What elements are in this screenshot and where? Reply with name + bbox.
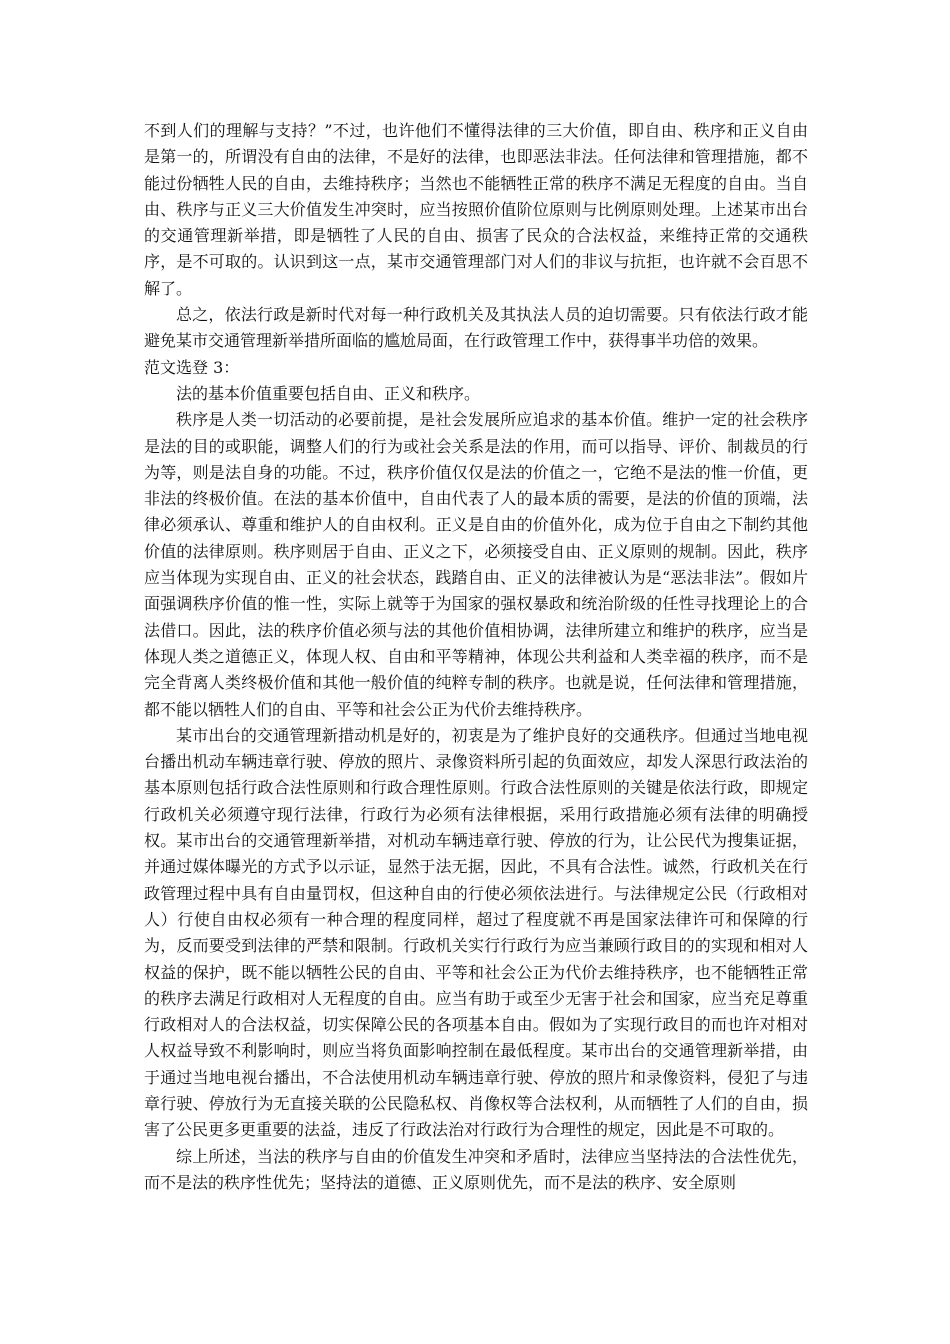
paragraph-conclusion: 总之，依法行政是新时代对每一种行政机关及其执法人员的迫切需要。只有依法行政才能避免某市交通管理新举措所面临的尴尬局面，在行政管理工作中，获得事半功倍的效果。 (144, 305, 808, 351)
paragraph-basic-values: 法的基本价值重要包括自由、正义和秩序。 (176, 383, 481, 403)
paragraph-summary: 综上所述，当法的秩序与自由的价值发生冲突和矛盾时，法律应当坚持法的合法性优先，而不是法的秩序性优先；坚持法的道德、正义原则优先，而不是法的秩序、安全原则 (144, 1146, 808, 1192)
section-heading-sample-3: 范文选登 3： (144, 357, 240, 377)
document-body (144, 118, 808, 1196)
paragraph-traffic-measures: 某市出台的交通管理新措动机是好的，初衷是为了维护良好的交通秩序。但通过当地电视台播出机动车辆违章行驶、停放的照片、录像资料所引起的负面效应，却发人深思行政法治的基本原则包括行政合法性原则和行政合理性原则。行政合法性原则的关键是依法行政，即规定行政机关必须遵守现行法律，行政行为必须有法律根据，采用行政措施必须有法律的明确授权。某市出台的交通管理新举措，对机动车辆违章行驶、停放的行为，让公民代为搜集证据，并通过媒体曝光的方式予以示证，显然于法无据，因此，不具有合法性。诚然，行政机关在行政管理过程中具有自由量罚权，但这种自由的行使必须依法进行。与法律规定公民（行政相对人）行使自由权必须有一种合理的程度同样，超过了程度就不再是国家法律许可和保障的行为，反而要受到法律的严禁和限制。行政机关实行行政行为应当兼顾行政目的的实现和相对人权益的保护，既不能以牺牲公民的自由、平等和社会公正为代价去维持秩序，也不能牺牲正常的秩序去满足行政相对人无程度的自由。应当有助于或至少无害于社会和国家，应当充足尊重行政相对人的合法权益，切实保障公民的各项基本自由。假如为了实现行政目的而也许对相对人权益导致不利影响时，则应当将负面影响控制在最低程度。某市出台的交通管理新举措，由于通过当地电视台播出，不合法使用机动车辆违章行驶、停放的照片和录像资料，侵犯了与违章行驶、停放行为无直接关联的公民隐私权、肖像权等合法权利，从而牺牲了人们的自由，损害了公民更多更重要的法益，违反了行政法治对行政行为合理性的规定，因此是不可取的。 (144, 725, 808, 1140)
paragraph-order-value: 秩序是人类一切活动的必要前提，是社会发展所应追求的基本价值。维护一定的社会秩序是法的目的或职能，调整人们的行为或社会关系是法的作用，而可以指导、评价、制裁员的行为等，则是法自身的功能。不过，秩序价值仅仅是法的价值之一，它绝不是法的惟一价值，更非法的终极价值。在法的基本价值中，自由代表了人的最本质的需要，是法的价值的顶端，法律必须承认、尊重和维护人的自由权利。正义是自由的价值外化，成为位于自由之下制约其他价值的法律原则。秩序则居于自由、正义之下，必须接受自由、正义原则的规制。因此，秩序应当体现为实现自由、正义的社会状态，践踏自由、正义的法律被认为是“恶法非法”。假如片面强调秩序价值的惟一性，实际上就等于为国家的强权暴政和统治阶级的任性寻找理论上的合法借口。因此，法的秩序价值必须与法的其他价值相协调，法律所建立和维护的秩序，应当是体现人类之道德正义，体现人权、自由和平等精神，体现公共利益和人类幸福的秩序，而不是完全背离人类终极价值和其他一般价值的纯粹专制的秩序。也就是说，任何法律和管理措施，都不能以牺牲人们的自由、平等和社会公正为代价去维持秩序。 (144, 410, 808, 719)
paragraph-freedom-order-justice: 不到人们的理解与支持？”不过，也许他们不懂得法律的三大价值，即自由、秩序和正义自由是第一的，所谓没有自由的法律，不是好的法律，也即恶法非法。任何法律和管理措施，都不能过份牺牲人民的自由，去维持秩序；当然也不能牺牲正常的秩序不满足无程度的自由。当自由、秩序与正义三大价值发生冲突时，应当按照价值阶位原则与比例原则处理。上述某市出台的交通管理新举措，即是牺牲了人民的自由、损害了民众的合法权益，来维持正常的交通秩序，是不可取的。认识到这一点，某市交通管理部门对人们的非议与抗拒，也许就不会百思不解了。 (144, 121, 808, 298)
